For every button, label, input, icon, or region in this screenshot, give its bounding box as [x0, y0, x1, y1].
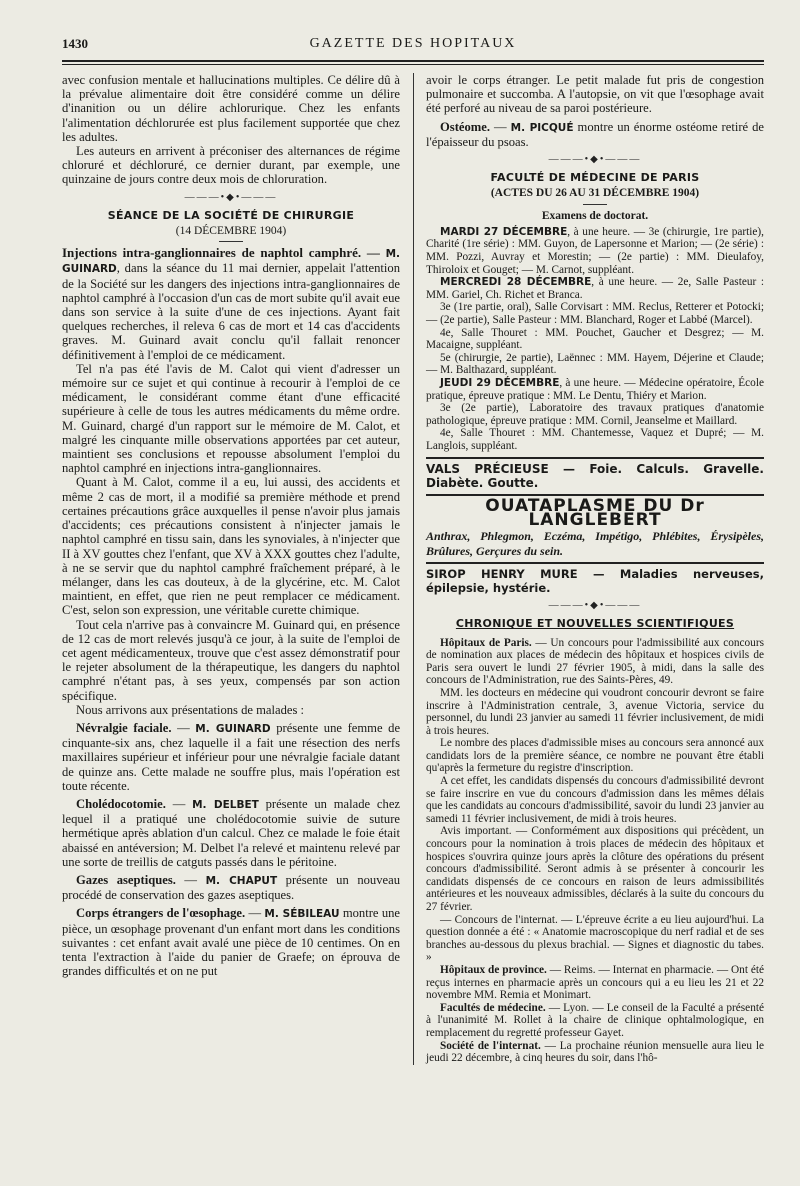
article-title: Ostéome. — [440, 119, 491, 134]
news-title: Hôpitaux de Paris. — [440, 636, 532, 649]
news-title: Société de l'internat. — [440, 1039, 541, 1052]
exam-entry — [426, 377, 764, 402]
ornament-divider: ———•◆•——— — [184, 191, 278, 203]
news-title: Facultés de médecine. — [440, 1001, 546, 1014]
news-item: MM. les docteurs en médecine qui voudront concourir devront se faire inscrire à l'Administration centrale, 3, avenue Victoria, service du personnel, du lundi 23 janvier au samedi 11 février inclusivement, de midi à trois heures. — [426, 686, 764, 737]
exam-entry — [426, 226, 764, 276]
paragraph: avoir le corps étranger. Le petit malade fut pris de congestion pulmonaire et succomba. A l'autopsie, on vit que l'œsophage avait été perforé au niveau de sa paroi postérieure. — [426, 73, 764, 116]
header-rule — [62, 60, 764, 65]
article-osteome: Ostéome. — M. PICQUÉ montre un énorme ostéome retiré de l'épaisseur du psoas. — [426, 119, 765, 149]
ornament-divider: ———•◆•——— — [548, 154, 642, 166]
article-text: présente un malade chez lequel il a pratiqué une cholédocotomie suivie de suture hermétique après ablation d'un calcul. Chez ce malade le foie était abaissé en antéversion; M. Delbet l'a relevé et maintenu relevé par une sorte de treillis de catguts passés dans le péritoine. — [62, 796, 400, 869]
article-title: Cholédocotomie. — [76, 796, 166, 811]
journal-title: GAZETTE DES HOPITAUX — [309, 36, 517, 51]
columns — [62, 73, 764, 1065]
article-gazes: Gazes aseptiques. — M. CHAPUT présente un nouveau procédé de conservation des gazes aseptiques. — [62, 872, 401, 903]
exam-day: JEUDI 29 DÉCEMBRE — [440, 376, 560, 389]
exam-entry: 4e, Salle Thouret : MM. Pouchet, Gaucher et Desgrez; — M. Macaigne, suppléant. — [426, 326, 764, 352]
news-item: A cet effet, les candidats dispensés du concours d'admissibilité devront se faire inscrire en vue du concours d'admission dans les mêmes délais que les candidats au concours d'admissibilité, savoir du lundi 23 janvier au samedi 11 février inclusivement, de midi à trois heures. — [426, 775, 764, 825]
article-title: Corps étrangers de l'œsophage. — [76, 906, 246, 921]
article-nevralgie: Névralgie faciale. — M. GUINARD présente une femme de cinquante-six ans, chez laquelle il a fait une résection des nerfs maxillaires supérieur et inférieur pour une névralgie faciale datant de quinze ans. Cette malade ne souffre plus, mais l'opération est toute récente. — [62, 720, 401, 793]
news-item — [426, 637, 764, 687]
section-subtitle: (ACTES DU 26 AU 31 DÉCEMBRE 1904) — [490, 187, 700, 200]
short-rule — [583, 204, 607, 205]
paragraph: Les auteurs en arrivent à préconiser des alternances de régime chloruré et déchloruré, ce dernier durant, par exemple, une quinzaine de jours contre deux mois de chloruration. — [62, 144, 400, 187]
article-title: Gazes aseptiques. — [76, 872, 176, 887]
ornament-divider: ———•◆•——— — [548, 600, 642, 612]
section-title: SÉANCE DE LA SOCIÉTÉ DE CHIRURGIE — [107, 208, 355, 222]
news-item — [426, 1040, 764, 1065]
article-text: présente une femme de cinquante-six ans, chez laquelle il a fait une résection des nerfs maxillaires supérieur et inférieur pour une névralgie faciale datant de quinze ans. Cette malade ne souffre plus, mais l'opération est toute récente. — [62, 720, 401, 793]
article-text: présente un nouveau procédé de conservation des gazes aseptiques. — [62, 872, 401, 903]
page-header — [62, 34, 764, 56]
paragraph: Tel n'a pas été l'avis de M. Calot qui vient d'adresser un mémoire sur ce sujet et qui continue à recourir à l'emploi de ce médicament, le considérant comme étant d'une efficacité supérieure à celle de tous les autres médicaments du même ordre. M. Guinard, chargé d'un rapport sur le mémoire de M. Calot, et malgré les cinquante mille observations apportées par cet auteur, maintient ses conclusions et repousse absolument l'emploi du naphtol camphré en injections intra-ganglionnaires. — [62, 361, 400, 476]
paragraph: Tout cela n'arrive pas à convaincre M. Guinard qui, en présence de 12 cas de mort relevés jusqu'à ce jour, à la suite de l'emploi de cet agent médicamenteux, trouve que c'est assez démonstratif pour le rejeter absolument de la thérapeutique, les dangers du naphtol camphré n'étant pas, à ses yeux, compensés par son action spécifique. — [62, 617, 400, 703]
ad-rule — [426, 562, 764, 564]
news-item: — Concours de l'internat. — L'épreuve écrite a eu lieu aujourd'hui. La question donnée a été : « Anatomie macroscopique du nerf radial et de ses branches au-dessous du plexus brachial. — Signes et diagnostic du tabes. » — [426, 913, 764, 964]
article-title: Injections intra-ganglionnaires de naphtol camphré. — — [62, 245, 380, 261]
article-choledocotomie: Cholédocotomie. — M. DELBET présente un malade chez lequel il a pratiqué une cholédocotomie suivie de suture hermétique après ablation d'un calcul. Chez ce malade le foie était abaissé en antéversion; M. Delbet l'a relevé et maintenu relevé par une sorte de treillis de catguts passés dans le péritoine. — [62, 796, 400, 869]
section-title: CHRONIQUE ET NOUVELLES SCIENTIFIQUES — [455, 617, 735, 631]
exam-schedule — [426, 226, 764, 453]
news-text: — Un concours pour l'admissibilité aux concours de nomination aux places de médecin des hôpitaux et hospices civils de Paris sera ouvert le lundi 27 février 1905, à midi, dans la salle des concours de l'Administration, rue des Saints-Pères, 49. — [426, 636, 764, 687]
article-text: montre un énorme ostéome retiré de l'épaisseur du psoas. — [426, 119, 765, 149]
paragraph: Quant à M. Calot, comme il a eu, lui aussi, des accidents et même 2 cas de mort, il a modifié sa première méthode et prend certaines précautions grâce auxquelles il pense n'avoir plus jamais d'accidents; ces précautions consistent à n'injecter jamais le naphtol camphré en tissu sain, dans les synoviales, à n'injecter que II à XV gouttes chez l'enfant, que XV à XXX gouttes chez l'adulte, à ne se servir que du naphtol camphré fraîchement préparé, à le mélanger, dans les cas douteux, à de la glycérine, etc. M. Calot maintient, en effet, que rien ne peut remplacer ce médicament. C'est, selon son expression, une véritable curette chimique. — [62, 475, 400, 618]
exam-entry: 5e (chirurgie, 2e partie), Laënnec : MM. Hayem, Déjerine et Claude; — M. Balthazard, suppléant. — [426, 351, 764, 377]
article-text: montre une pièce, un œsophage provenant d'un enfant mort dans les conditions suivantes : cet enfant avait avalé une pièce de 10 centimes. On en tenta l'extraction à l'aide du panier de Graefe; on éprouva de grandes difficultés et on ne put — [62, 906, 401, 979]
paragraph: Nous arrivons aux présentations de malades : — [76, 702, 305, 717]
short-rule — [219, 241, 243, 242]
ad-sirop: SIROP HENRY MURE — Maladies nerveuses, épilepsie, hystérie. — [426, 566, 764, 595]
author-name: M. PICQUÉ — [510, 121, 574, 134]
author-name: M. CHAPUT — [205, 874, 278, 887]
right-column — [426, 73, 764, 1065]
news-item — [426, 964, 764, 1002]
page-number: 1430 — [62, 36, 88, 51]
news-item — [426, 1002, 764, 1040]
exam-text: , à une heure. — 3e (chirurgie, 1re partie), Charité (1re série) : MM. Guyon, de Lapersonne et Marion; — (2e série) : MM. Pozzi, Auvray et Morestin; — (2e partie) : MM. Dieulafoy, Thiroloix et Gouget; — M. Carnot, suppléant. — [426, 225, 764, 276]
exam-entry — [426, 276, 764, 301]
author-name: M. GUINARD — [62, 248, 400, 276]
left-column — [62, 73, 400, 1065]
news-title: Hôpitaux de province. — [440, 963, 547, 976]
exam-entry: 3e (2e partie), Laboratoire des travaux pratiques d'anatomie pathologique, épreuve pratique : MM. Cornil, Jeanselme et Maillard. — [426, 402, 764, 427]
ad-rule — [426, 457, 764, 459]
exam-text: , à une heure. — 2e, Salle Pasteur : MM. Gariel, Ch. Richet et Branca. — [426, 276, 765, 301]
news-item: Avis important. — Conformément aux dispositions qui précèdent, un concours pour la nomination à trois places de médecin des hôpitaux et hospices s'ouvrira quinze jours après la clôture des opérations du présent concours d'admissibilité. Seront admis à se présenter à concourir les candidats dispensés de ce concours en raison de leurs admissibilités antérieures et les nouveaux admissibles, déclarés à la suite du concours du 27 février. — [426, 825, 764, 914]
news-text: — Lyon. — Le conseil de la Faculté a présenté à l'unanimité M. Rollet à la chaire de clinique ophtalmologique, en remplacement du regretté professeur Gayet. — [426, 1001, 764, 1039]
exam-text: , à une heure. — Médecine opératoire, École pratique, épreuve pratique : MM. Le Dentu, Thiéry et Marion. — [426, 376, 764, 402]
author-name: M. DELBET — [192, 798, 259, 811]
exam-entry: 4e, Salle Thouret : MM. Chantemesse, Vaquez et Dupré; — M. Langlois, suppléant. — [426, 427, 764, 452]
section-date: (14 DÉCEMBRE 1904) — [175, 225, 287, 238]
ad-ouataplasme-sub: Anthrax, Phlegmon, Eczéma, Impétigo, Phlébites, Érysipèles, Brûlures, Gerçures du sein. — [426, 529, 764, 558]
author-name: M. SÉBILEAU — [264, 908, 340, 921]
news-text: — La prochaine réunion mensuelle aura lieu le jeudi 22 décembre, à cinq heures du soir, dans l'hô- — [426, 1039, 764, 1065]
ad-vals: VALS PRÉCIEUSE — Foie. Calculs. Gravelle. Diabète. Goutte. — [426, 461, 764, 490]
news-item: Le nombre des places d'admissible mises au concours sera annoncé aux candidats lors de la première séance, ce nombre ne pouvant être établi qu'après la fermeture du registre d'inscription. — [426, 737, 764, 775]
section-title: FACULTÉ DE MÉDECINE DE PARIS — [490, 171, 700, 185]
news-text: — Reims. — Internat en pharmacie. — Ont été reçus internes en pharmacie après un concours qui a eu lieu les 21 et 22 novembre MM. Remia et Monimart. — [426, 963, 764, 1002]
exam-entry: 3e (1re partie, oral), Salle Corvisart : MM. Reclus, Retterer et Potocki; — (2e partie), Salle Pasteur : MM. Blanchard, Roger et Labbé (Marcel). — [426, 301, 764, 326]
chronicle — [426, 637, 764, 1065]
author-name: M. GUINARD — [195, 722, 271, 735]
article-text: , dans la séance du 11 mai dernier, appelait l'attention de la Société sur les dangers des injections intra-ganglionnaires de naphtol camphré à l'occasion d'un cas de mort subite qu'il avait eue dans son service à la suite d'une de ces injections. Ayant fait quelques recherches, il releva 6 cas de mort et 14 cas d'accidents graves. M. Guinard avait conclu qu'il fallait renoncer définitivement à l'emploi de ce médicament. — [62, 261, 400, 362]
article-injections — [62, 246, 400, 362]
exam-day: MERCREDI 28 DÉCEMBRE — [440, 276, 592, 289]
exam-day: MARDI 27 DÉCEMBRE — [440, 225, 568, 238]
exams-title: Examens de doctorat. — [541, 209, 649, 222]
article-corps-etrangers: Corps étrangers de l'œsophage. — M. SÉBILEAU montre une pièce, un œsophage provenant d'un enfant mort dans les conditions suivantes : cet enfant avait avalé une pièce de 10 centimes. On en tenta l'extraction à l'aide du panier de Graefe; on éprouva de grandes difficultés et on ne put — [62, 906, 401, 979]
article-title: Névralgie faciale. — [76, 720, 172, 735]
column-divider — [413, 73, 414, 1065]
paragraph: avec confusion mentale et hallucinations multiples. Ce délire dû à la prévalue alimentaire doit être considéré comme un délire d'inanition ou un délire achlorurique. Chez les enfants l'alimentation déchlorurée est plus facilement supportée que chez les adultes. — [62, 73, 400, 144]
ad-ouataplasme: OUATAPLASME DU Dr LANGLEBERT — [485, 495, 705, 531]
